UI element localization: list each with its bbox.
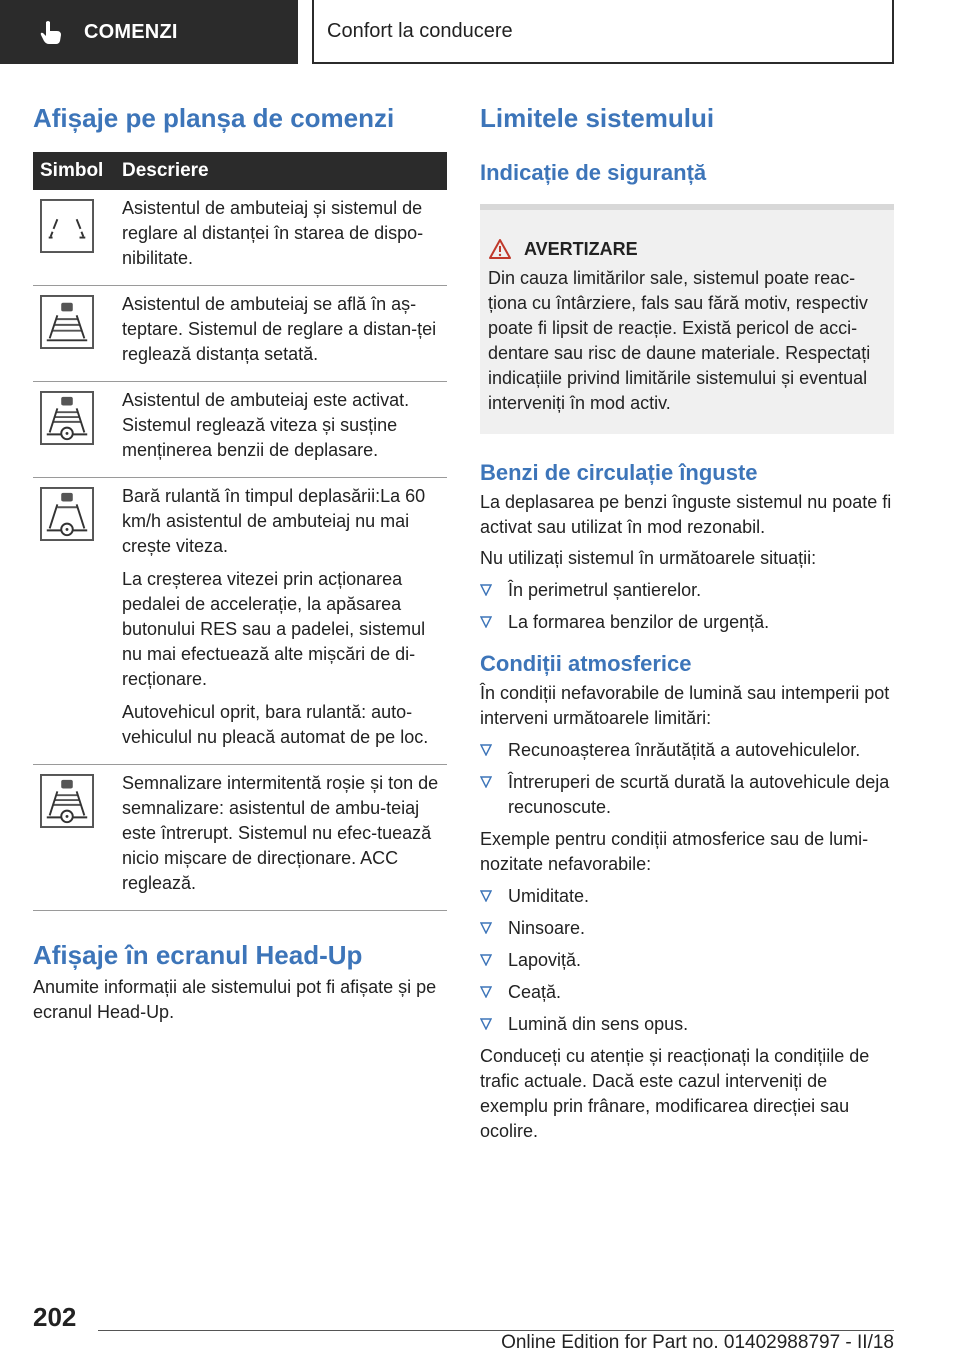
chapter-label: Confort la conducere [327,19,513,42]
hand-pointer-icon [38,19,64,45]
table-row [33,382,447,478]
symbol-table [33,152,447,911]
weather-limits-list [480,738,894,820]
car-lanes-steering-standby-icon [40,487,94,541]
triangle-bullet-icon [480,922,492,934]
section-title-displays: Afișaje pe planșa de comenzi [33,103,395,133]
subsection-title-narrow-lanes: Benzi de circulație înguste [480,460,758,485]
triangle-bullet-icon [480,776,492,788]
section-tab [0,0,298,64]
row-description: Autovehicul oprit, bara rulantă: auto-vehiculul nu pleacă automat de pe loc. [122,702,429,747]
table-row [33,190,447,286]
narrow-text-1: La deplasarea pe benzi înguste sistemul nu poate fi activat sau utilizat în mod rezonabil. [480,492,892,537]
row-description: Semnalizare intermitentă roșie și ton de semnalizare: asistentul de ambu-teiaj este întrerupt. Sistemul nu efec-tuează nicio mișcare de direcționare. ACC reglează. [122,773,439,893]
weather-text-1: În condiții nefavorabile de lumină sau intemperii pot interveni următoarele limitări: [480,683,890,728]
row-description: La creșterea vitezei prin acționarea pedalei de accelerație, la apăsarea butonului RES sau a padelei, sistemul nu mai efectuează alte mișcări de di-recționare. [122,569,426,689]
left-column [33,98,447,1025]
list-item: În perimetrul șantierelor. [480,578,894,603]
narrow-text-2: Nu utilizați sistemul în următoarele situații: [480,548,817,568]
list-item: Ninsoare. [480,916,894,941]
list-item: Lapoviță. [480,948,894,973]
triangle-bullet-icon [480,890,492,902]
triangle-bullet-icon [480,1018,492,1030]
lane-lines-inactive-icon [40,199,94,253]
weather-text-2: Exemple pentru condiții atmosferice sau de lumi-nozitate nefavorabile: [480,829,869,874]
chapter-tab [312,0,894,64]
list-item: Umiditate. [480,884,894,909]
weather-text-3: Conduceți cu atenție și reacționați la condițiile de trafic actuale. Dacă este cazul interveniți de exemplu prin frânare, modificarea direcției sau ocolire. [480,1046,870,1141]
table-header [33,152,447,190]
hud-text: Anumite informații ale sistemului pot fi afișate și pe ecranul Head-Up. [33,977,437,1022]
section-title-hud: Afișaje în ecranul Head-Up [33,940,363,970]
table-row [33,286,447,382]
car-lanes-standby-icon [40,295,94,349]
list-item: Recunoașterea înrăutățită a autovehiculelor. [480,738,894,763]
table-row [33,765,447,911]
list-item: Întreruperi de scurtă durată la autovehicule deja recunoscute. [480,770,894,820]
car-lanes-steering-active-icon [40,391,94,445]
triangle-bullet-icon [480,584,492,596]
row-description: Bară rulantă în timpul deplasării:La 60 km/h asistentul de ambuteiaj nu mai crește viteza. [122,486,426,556]
triangle-bullet-icon [480,744,492,756]
triangle-bullet-icon [480,986,492,998]
triangle-bullet-icon [480,616,492,628]
car-lanes-steering-interrupted-icon [40,774,94,828]
subsection-title-weather: Condiții atmosferice [480,651,692,676]
list-item: Lumină din sens opus. [480,1012,894,1037]
list-item: Ceață. [480,980,894,1005]
list-item: La formarea benzilor de urgență. [480,610,894,635]
column-header-description: Descriere [114,152,447,190]
column-header-symbol: Simbol [33,152,114,190]
edition-footer: Online Edition for Part no. 01402988797 - II/18 [501,1332,894,1353]
warning-label: AVERTIZARE [524,238,638,259]
row-description: Asistentul de ambuteiaj este activat. Sistemul reglează viteza și susține menținerea benzii de deplasare. [122,390,410,460]
narrow-list [480,578,894,635]
right-column [480,98,894,1144]
page-number: 202 [33,1302,77,1332]
warning-box [480,210,894,434]
subsection-title-safety: Indicație de siguranță [480,160,707,185]
row-description: Asistentul de ambuteiaj și sistemul de reglare al distanței în starea de dispo-nibilitate. [122,198,424,268]
warning-triangle-icon [488,238,512,260]
warning-text: Din cauza limitărilor sale, sistemul poate reac-ționa cu întârziere, fals sau fără motiv, respectiv poate fi lipsit de reacție. Există pericol de acci-dentare sau risc de daune materiale. Respectați indicațiile privind limitările sistemului și eventual interveniți în mod activ. [488,268,871,413]
weather-examples-list [480,884,894,1037]
table-row [33,478,447,765]
row-description: Asistentul de ambuteiaj se află în aș-teptare. Sistemul de reglare a distan-ței reglează distanța setată. [122,294,437,364]
section-label: COMENZI [84,20,178,43]
footer-divider [98,1330,894,1331]
section-title-limits: Limitele sistemului [480,103,715,133]
triangle-bullet-icon [480,954,492,966]
